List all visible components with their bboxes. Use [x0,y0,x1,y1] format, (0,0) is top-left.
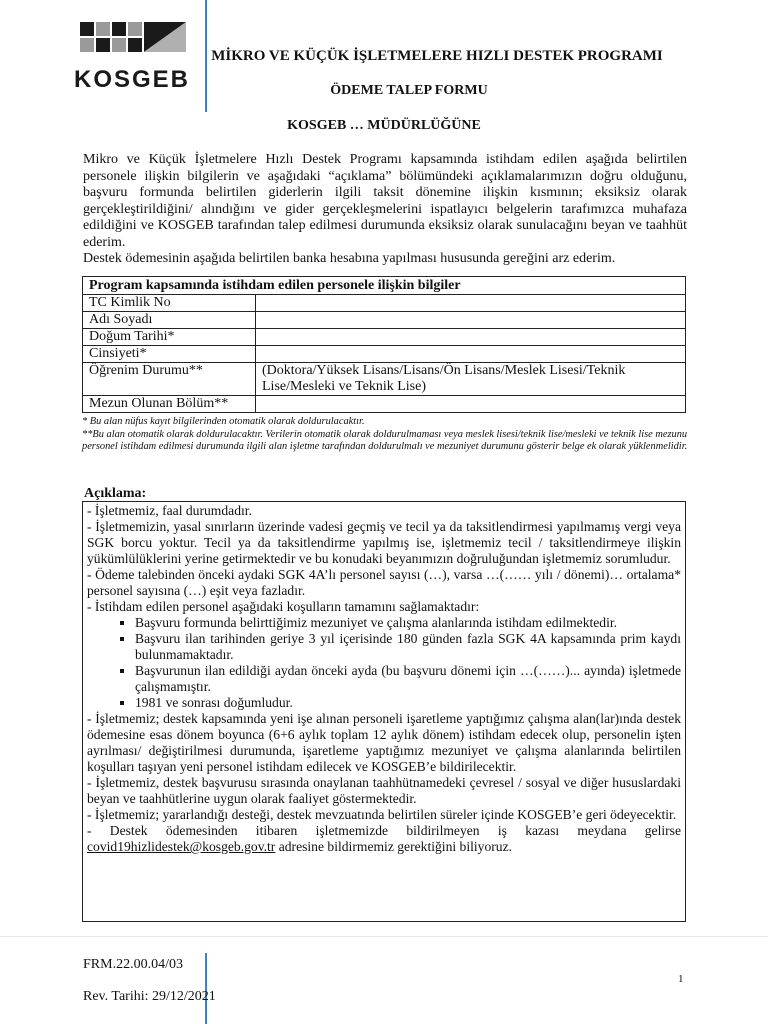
footer-divider [0,936,768,937]
table-row [83,329,686,346]
aciklama-item-8-text: - Destek ödemesinden itibaren işletmemizde bildirilmeyen iş kazası meydana gelirse [87,823,681,838]
row-label: Doğum Tarihi* [83,329,256,346]
table-row [83,312,686,329]
footnotes [82,416,688,454]
row-label: Adı Soyadı [83,312,256,329]
footnote-1: * Bu alan nüfus kayıt bilgilerinden otomatik olarak doldurulacaktır. [82,416,365,427]
conditions-list [87,615,681,711]
intro-paragraph-2: Destek ödemesinin aşağıda belirtilen banka hesabına yapılması hususunda gereğini arz ederim. [83,251,616,266]
aciklama-item [87,823,681,855]
birth-date-field[interactable] [256,329,686,346]
aciklama-item: - İstihdam edilen personel aşağıdaki koşulların tamamını sağlamaktadır: [87,599,480,614]
form-code: FRM.22.00.04/03 [83,957,183,972]
row-label: Cinsiyeti* [83,346,256,363]
office-title: KOSGEB … MÜDÜRLÜĞÜNE [287,118,481,133]
intro-paragraph-1: Mikro ve Küçük İşletmelere Hızlı Destek Programı kapsamında istihdam edilen aşağıda belirtilen personele ilişkin bilgilerin ve aşağıdaki “açıklama” bölümündeki açıklamalarımızın doğru olduğunu, başvuru formunda belirtilen giderlerin ilgili taksit dönemine ilişkin kısmının; eksiksiz olarak gerçekleştirildiğini/ alındığını ve gider gerçekleşmelerini ispatlayıcı belgelerin tarafımızca muhafaza edildiğini ve KOSGEB tarafından talep edilmesi durumunda eksiksiz olarak sunulacağını beyan ve taahhüt ederim. [83,152,687,250]
list-item: ▪ Başvuru formunda belirttiğimiz mezuniyet ve çalışma alanlarında istihdam edilmektedir. [135,615,681,631]
aciklama-item: - İşletmemizin, yasal sınırların üzerinde vadesi geçmiş ve tecil ya da taksitlendirmesi yapılmamış vergi veya SGK borcu yoktur. Tecil ya da taksitlendirme yapılmış ise, işletmemiz tecil / taksitlendirmeye ilişkin yükümlülüklerini yerine getirmektedir ve bu konudaki beyanımızın doğruluğundan işletmemiz sorumludur. [87,519,681,566]
logo-text: KOSGEB [74,66,191,93]
tc-kimlik-field[interactable] [256,295,686,312]
aciklama-item-8-suffix: adresine bildirmemiz gerektiğini biliyoruz. [275,839,513,854]
list-item: ▪ 1981 ve sonrası doğumludur. [135,695,681,711]
row-label: Mezun Olunan Bölüm** [83,396,256,413]
aciklama-item: - İşletmemiz, destek başvurusu sırasında onaylanan taahhütnamedeki çevresel / sosyal ve diğer hususlardaki beyan ve taahhütlerine uygun olarak faaliyet göstermektedir. [87,775,681,806]
intro-text [83,152,687,268]
program-title: MİKRO VE KÜÇÜK İŞLETMELERE HIZLI DESTEK PROGRAMI [211,48,663,64]
personnel-table [82,276,686,413]
footnote-2: **Bu alan otomatik olarak doldurulacaktır. Verilerin otomatik olarak doldurulmaması veya meslek lisesi/teknik lise/mesleki ve teknik lise mezunu personel istihdam edilmesi durumunda ilgili alan işletme tarafından doldurulmalı ve mezuniyet durumunu gösterir belge ek olarak yüklenmelidir. [82,428,688,452]
table-row [83,295,686,312]
revision-date: Rev. Tarihi: 29/12/2021 [83,989,216,1004]
aciklama-item: - Ödeme talebinden önceki aydaki SGK 4A’lı personel sayısı (…), varsa …(…… yılı / dönemi)… ortalama* personel sayısına (…) eşit veya fazladır. [87,567,681,598]
row-label: Öğrenim Durumu** [83,363,256,396]
page-number: 1 [678,973,684,985]
personnel-table-header: Program kapsamında istihdam edilen personele ilişkin bilgiler [83,277,686,295]
email-link[interactable]: covid19hizlidestek@kosgeb.gov.tr [87,839,276,854]
aciklama-box [82,501,686,922]
education-field[interactable]: (Doktora/Yüksek Lisans/Lisans/Ön Lisans/Meslek Lisesi/Teknik Lise/Mesleki ve Teknik Lise) [256,363,686,396]
department-field[interactable] [256,396,686,413]
row-label: TC Kimlik No [83,295,256,312]
table-row [83,346,686,363]
table-row [83,396,686,413]
aciklama-item: - İşletmemiz, faal durumdadır. [87,503,252,518]
gender-field[interactable] [256,346,686,363]
list-item: ▪ Başvuru ilan tarihinden geriye 3 yıl içerisinde 180 günden fazla SGK 4A kapsamında prim kaydı bulunmamaktadır. [135,631,681,663]
name-field[interactable] [256,312,686,329]
aciklama-item: - İşletmemiz; yararlandığı desteği, destek mevzuatında belirtilen süreler içinde KOSGEB’e geri ödeyecektir. [87,807,677,822]
table-row [83,363,686,396]
list-item: ▪ Başvurunun ilan edildiği aydan önceki ayda (bu başvuru dönemi için …(……)... ayında) işletmede çalışmamıştır. [135,663,681,695]
aciklama-item: - İşletmemiz; destek kapsamında yeni işe alınan personeli işaretleme yaptığımız çalışma alan(lar)ında destek ödemesine esas dönem boyunca (6+6 aylık toplam 12 aylık dönem) istihdam edecek olup, personelin işten ayrılması/ değiştirilmesi durumunda, işaretleme yaptığımız mezuniyet ve çalışma alanlarında belirtilen koşulları taşıyan yeni personel istihdam edilecek ve KOSGEB’e bildirilecektir. [87,711,681,774]
form-title: ÖDEME TALEP FORMU [330,83,488,98]
aciklama-title: Açıklama: [84,486,147,501]
